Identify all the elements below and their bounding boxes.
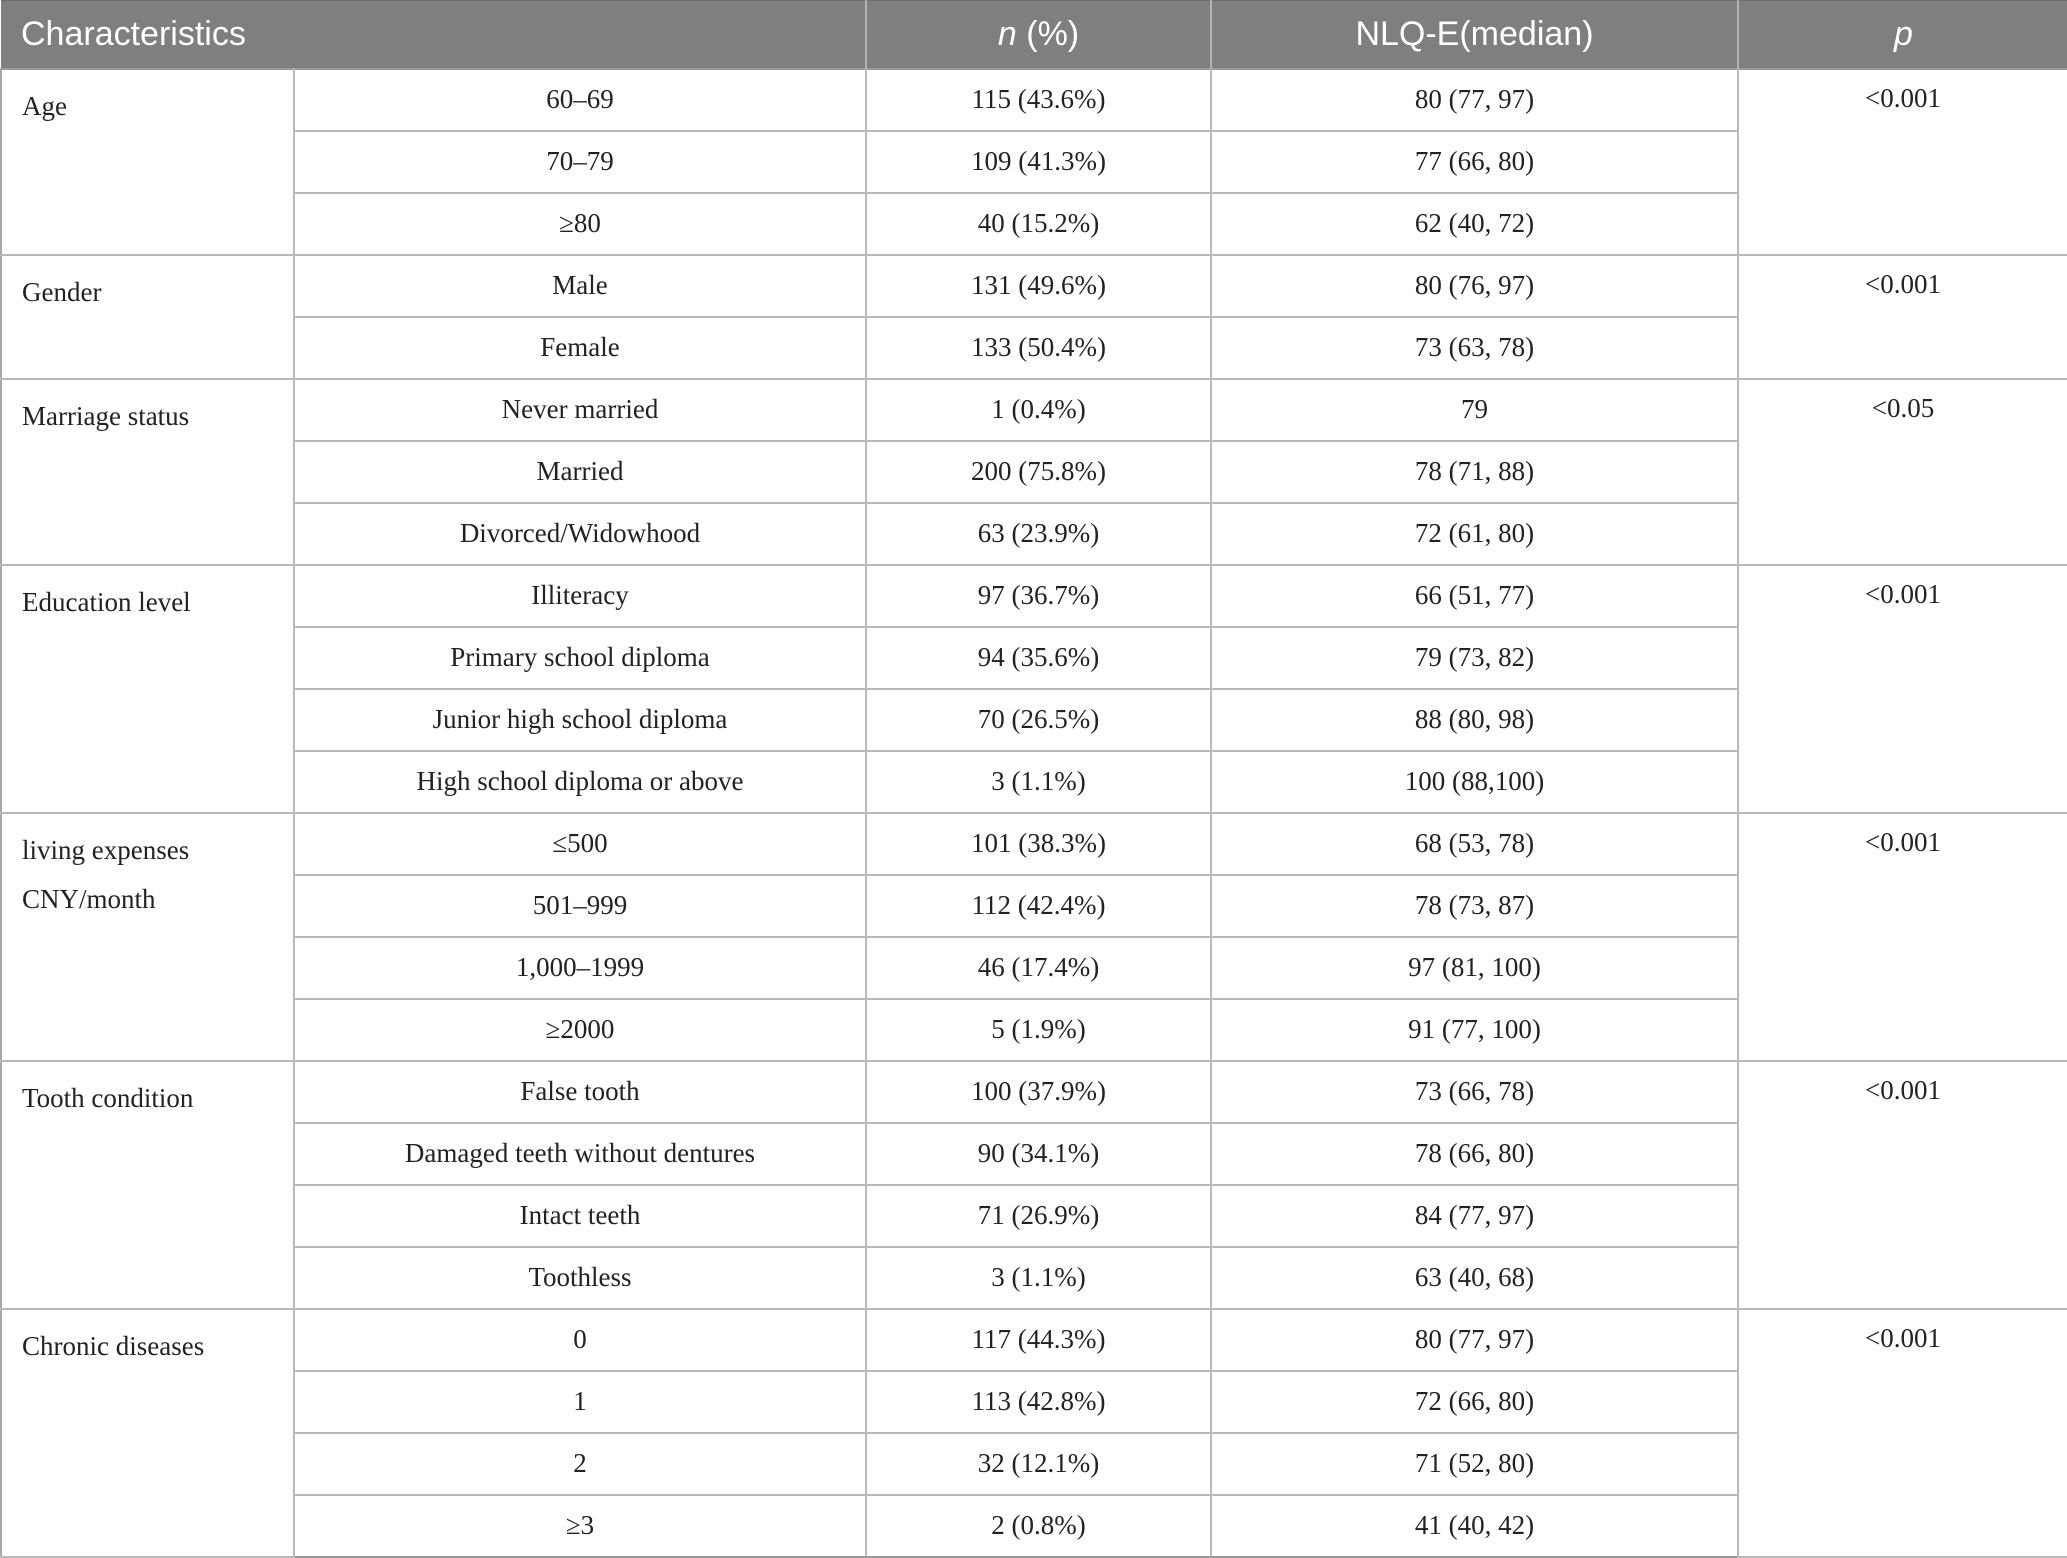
n-percent-cell: 100 (37.9%)	[866, 1061, 1211, 1123]
median-cell: 80 (77, 97)	[1211, 1309, 1738, 1371]
level-cell: High school diploma or above	[294, 751, 866, 813]
table-row	[1, 813, 2067, 875]
category-label: Tooth condition	[22, 1083, 194, 1113]
median-cell: 62 (40, 72)	[1211, 193, 1738, 255]
n-percent-cell: 40 (15.2%)	[866, 193, 1211, 255]
category-label: Chronic diseases	[22, 1331, 205, 1361]
median-cell: 84 (77, 97)	[1211, 1185, 1738, 1247]
level-cell: Never married	[294, 379, 866, 441]
median-cell: 66 (51, 77)	[1211, 565, 1738, 627]
level-cell: 0	[294, 1309, 866, 1371]
median-cell: 77 (66, 80)	[1211, 131, 1738, 193]
category-label: Marriage status	[22, 401, 190, 431]
median-cell: 73 (66, 78)	[1211, 1061, 1738, 1123]
category-label-line2: CNY/month	[22, 884, 156, 914]
header-row	[1, 1, 2067, 70]
table-body	[1, 69, 2067, 1557]
p-value-cell: <0.001	[1738, 1309, 2067, 1557]
p-value-cell: <0.001	[1738, 565, 2067, 813]
level-cell: 60–69	[294, 69, 866, 131]
header-n-symbol: n	[997, 15, 1017, 53]
category-label: Age	[22, 91, 67, 121]
n-percent-cell: 71 (26.9%)	[866, 1185, 1211, 1247]
table-row	[1, 255, 2067, 317]
n-percent-cell: 133 (50.4%)	[866, 317, 1211, 379]
category-label: Education level	[22, 587, 191, 617]
level-cell: Male	[294, 255, 866, 317]
median-cell: 73 (63, 78)	[1211, 317, 1738, 379]
median-cell: 88 (80, 98)	[1211, 689, 1738, 751]
level-cell: Female	[294, 317, 866, 379]
median-cell: 100 (88,100)	[1211, 751, 1738, 813]
n-percent-cell: 70 (26.5%)	[866, 689, 1211, 751]
median-cell: 78 (73, 87)	[1211, 875, 1738, 937]
category-label: living expenses	[22, 835, 190, 865]
p-value-cell: <0.001	[1738, 1061, 2067, 1309]
median-cell: 79 (73, 82)	[1211, 627, 1738, 689]
median-cell: 63 (40, 68)	[1211, 1247, 1738, 1309]
median-cell: 72 (66, 80)	[1211, 1371, 1738, 1433]
level-cell: Toothless	[294, 1247, 866, 1309]
p-value-cell: <0.001	[1738, 813, 2067, 1061]
n-percent-cell: 63 (23.9%)	[866, 503, 1211, 565]
median-cell: 80 (77, 97)	[1211, 69, 1738, 131]
level-cell: 2	[294, 1433, 866, 1495]
header-characteristics: Characteristics	[1, 1, 866, 70]
category-cell	[1, 255, 294, 379]
header-n-percent	[866, 1, 1211, 70]
median-cell: 71 (52, 80)	[1211, 1433, 1738, 1495]
level-cell: Illiteracy	[294, 565, 866, 627]
category-cell	[1, 813, 294, 1061]
table-row	[1, 565, 2067, 627]
median-cell: 97 (81, 100)	[1211, 937, 1738, 999]
header-p-value: p	[1738, 1, 2067, 70]
level-cell: 501–999	[294, 875, 866, 937]
level-cell: Divorced/Widowhood	[294, 503, 866, 565]
level-cell: 70–79	[294, 131, 866, 193]
level-cell: 1,000–1999	[294, 937, 866, 999]
median-cell: 41 (40, 42)	[1211, 1495, 1738, 1557]
n-percent-cell: 46 (17.4%)	[866, 937, 1211, 999]
n-percent-cell: 131 (49.6%)	[866, 255, 1211, 317]
n-percent-cell: 5 (1.9%)	[866, 999, 1211, 1061]
level-cell: ≤500	[294, 813, 866, 875]
n-percent-cell: 32 (12.1%)	[866, 1433, 1211, 1495]
level-cell: False tooth	[294, 1061, 866, 1123]
median-cell: 78 (66, 80)	[1211, 1123, 1738, 1185]
median-cell: 91 (77, 100)	[1211, 999, 1738, 1061]
n-percent-cell: 117 (44.3%)	[866, 1309, 1211, 1371]
p-value-cell: <0.05	[1738, 379, 2067, 565]
table-header	[1, 1, 2067, 70]
median-cell: 68 (53, 78)	[1211, 813, 1738, 875]
table-row	[1, 1309, 2067, 1371]
median-cell: 79	[1211, 379, 1738, 441]
n-percent-cell: 115 (43.6%)	[866, 69, 1211, 131]
level-cell: 1	[294, 1371, 866, 1433]
level-cell: Junior high school diploma	[294, 689, 866, 751]
category-cell	[1, 379, 294, 565]
category-label: Gender	[22, 277, 102, 307]
n-percent-cell: 97 (36.7%)	[866, 565, 1211, 627]
level-cell: ≥2000	[294, 999, 866, 1061]
n-percent-cell: 112 (42.4%)	[866, 875, 1211, 937]
median-cell: 80 (76, 97)	[1211, 255, 1738, 317]
table-row	[1, 69, 2067, 131]
level-cell: Damaged teeth without dentures	[294, 1123, 866, 1185]
header-nlq-median: NLQ-E(median)	[1211, 1, 1738, 70]
p-value-cell: <0.001	[1738, 69, 2067, 255]
table-row	[1, 1061, 2067, 1123]
category-cell	[1, 565, 294, 813]
n-percent-cell: 94 (35.6%)	[866, 627, 1211, 689]
category-cell	[1, 1061, 294, 1309]
n-percent-cell: 109 (41.3%)	[866, 131, 1211, 193]
level-cell: Intact teeth	[294, 1185, 866, 1247]
n-percent-cell: 101 (38.3%)	[866, 813, 1211, 875]
p-value-cell: <0.001	[1738, 255, 2067, 379]
category-cell	[1, 1309, 294, 1557]
median-cell: 72 (61, 80)	[1211, 503, 1738, 565]
level-cell: ≥80	[294, 193, 866, 255]
header-percent-suffix: (%)	[1016, 15, 1080, 53]
n-percent-cell: 113 (42.8%)	[866, 1371, 1211, 1433]
median-cell: 78 (71, 88)	[1211, 441, 1738, 503]
level-cell: ≥3	[294, 1495, 866, 1557]
category-cell	[1, 69, 294, 255]
n-percent-cell: 90 (34.1%)	[866, 1123, 1211, 1185]
n-percent-cell: 1 (0.4%)	[866, 379, 1211, 441]
n-percent-cell: 200 (75.8%)	[866, 441, 1211, 503]
n-percent-cell: 3 (1.1%)	[866, 1247, 1211, 1309]
level-cell: Primary school diploma	[294, 627, 866, 689]
n-percent-cell: 2 (0.8%)	[866, 1495, 1211, 1557]
n-percent-cell: 3 (1.1%)	[866, 751, 1211, 813]
table-row	[1, 379, 2067, 441]
level-cell: Married	[294, 441, 866, 503]
